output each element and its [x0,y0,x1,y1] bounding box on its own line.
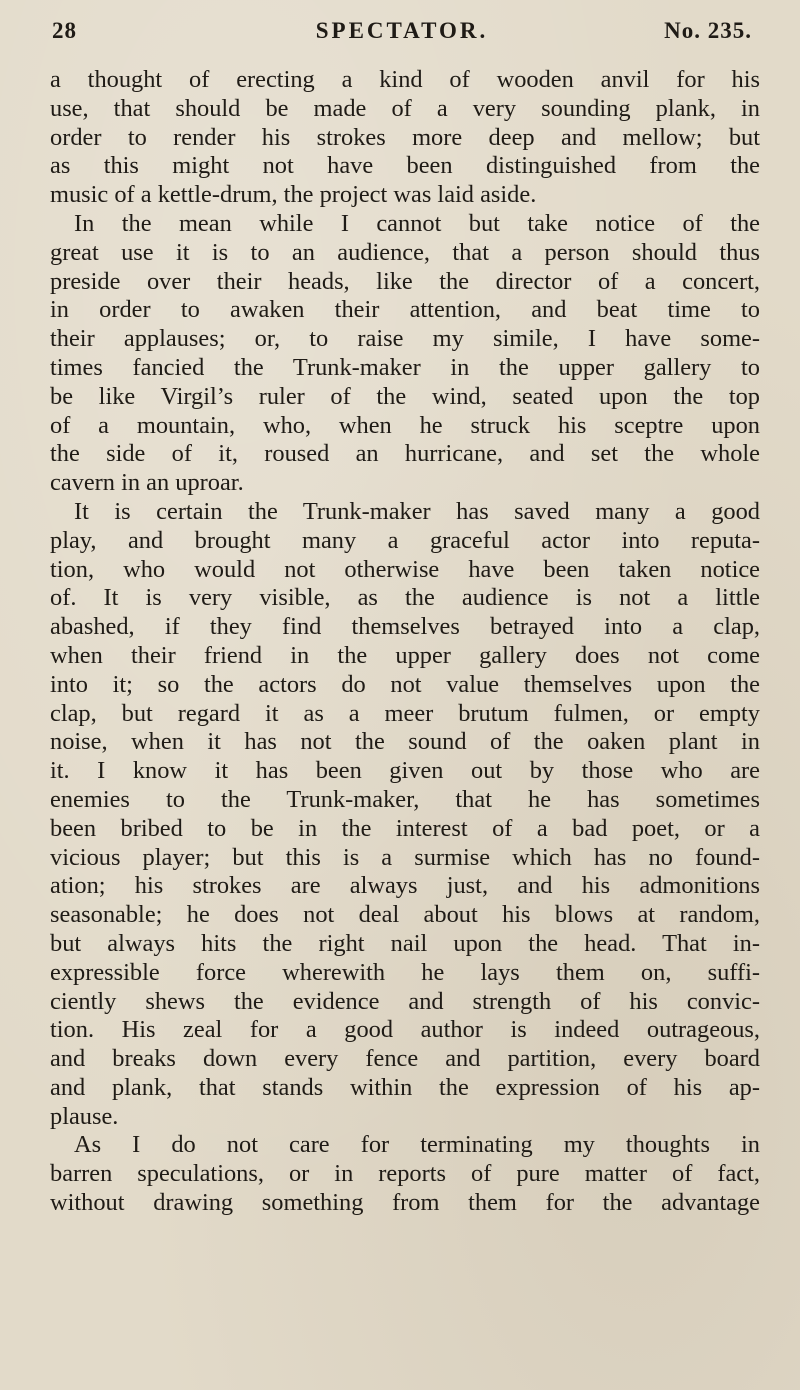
text-line: as this might not have been distinguished from the [50,152,760,180]
text-line: and breaks down every fence and partition, every board [50,1045,760,1073]
text-line: been bribed to be in the interest of a bad poet, or a [50,814,760,842]
text-line: play, and brought many a graceful actor into reputa- [50,526,760,554]
text-line: plause. [50,1102,119,1130]
text-line: music of a kettle-drum, the project was laid aside. [50,181,537,209]
text-line: it. I know it has been given out by those who are [50,757,760,785]
text-line: of a mountain, who, when he struck his sceptre upon [50,411,760,439]
body-text [50,66,760,1218]
text-line: their applauses; or, to raise my simile, I have some- [50,325,760,353]
text-line: but always hits the right nail upon the head. That in- [50,929,760,957]
text-line: cavern in an uproar. [50,469,244,497]
text-line: the side of it, roused an hurricane, and set the whole [50,440,760,468]
text-line: use, that should be made of a very sounding plank, in [50,94,760,122]
text-line: seasonable; he does not deal about his blows at random, [50,901,760,929]
text-line: ation; his strokes are always just, and his admonitions [50,872,760,900]
text-line: order to render his strokes more deep and mellow; but [50,123,760,151]
text-line: and plank, that stands within the expression of his ap- [50,1073,760,1101]
text-line: It is certain the Trunk-maker has saved many a good [74,497,760,525]
text-line: into it; so the actors do not value themselves upon the [50,670,760,698]
text-line: great use it is to an audience, that a person should thus [50,238,760,266]
page-number: 28 [52,18,77,43]
text-line: vicious player; but this is a surmise which has no found- [50,843,760,871]
text-line: expressible force wherewith he lays them on, suffi- [50,958,760,986]
page-header [52,18,752,52]
issue-number: No. 235. [664,18,752,43]
text-line: be like Virgil’s ruler of the wind, seated upon the top [50,382,760,410]
text-line: when their friend in the upper gallery does not come [50,641,760,669]
text-line: In the mean while I cannot but take notice of the [74,209,760,237]
text-line: clap, but regard it as a meer brutum fulmen, or empty [50,699,760,727]
running-head: SPECTATOR. [315,18,489,43]
text-line: without drawing something from them for the advantage [50,1189,760,1217]
text-line: noise, when it has not the sound of the oaken plant in [50,728,760,756]
text-line: tion. His zeal for a good author is indeed outrageous, [50,1016,760,1044]
text-line: times fancied the Trunk-maker in the upper gallery to [50,353,760,381]
text-line: abashed, if they find themselves betrayed into a clap, [50,613,760,641]
text-line: preside over their heads, like the director of a concert, [50,267,760,295]
text-line: ciently shews the evidence and strength of his convic- [50,987,760,1015]
text-line: tion, who would not otherwise have been taken notice [50,555,760,583]
text-line: in order to awaken their attention, and beat time to [50,296,760,324]
text-line: of. It is very visible, as the audience is not a little [50,584,760,612]
text-line: a thought of erecting a kind of wooden anvil for his [50,66,760,93]
text-line: barren speculations, or in reports of pure matter of fact, [50,1160,760,1188]
text-line: enemies to the Trunk-maker, that he has sometimes [50,785,760,813]
text-line: As I do not care for terminating my thoughts in [74,1131,760,1159]
